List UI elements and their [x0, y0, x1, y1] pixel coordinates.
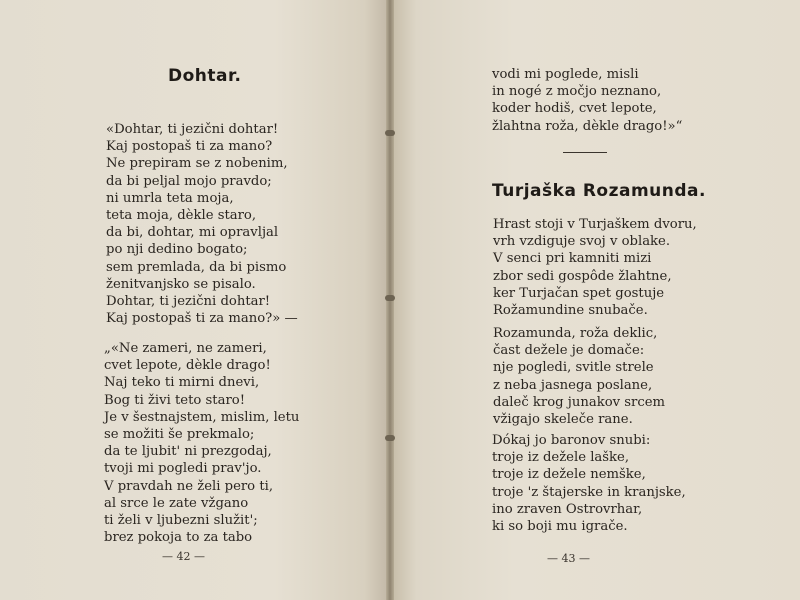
binding-stitch: [385, 130, 395, 136]
verse-line: „«Ne zameri, ne zameri,: [104, 341, 267, 356]
verse-line: Bog ti živi teto staro!: [104, 392, 246, 408]
verse-line: Je v šestnajstem, mislim, letu: [104, 409, 300, 425]
verse-line: ker Turjačan spet gostuje: [493, 285, 665, 301]
verse-line: Dókaj jo baronov snubi:: [492, 433, 651, 448]
verse-line: Rožamundine snubače.: [493, 303, 648, 319]
stanza-3: [492, 432, 686, 535]
verse-line: Rozamunda, roža deklic,: [493, 326, 658, 341]
verse-line: Kaj postopaš ti za mano?: [106, 139, 273, 155]
left-page: [0, 0, 392, 600]
right-page: [392, 0, 800, 600]
verse-line: sem premlada, da bi pismo: [106, 259, 287, 275]
verse-line: ženitvanjsko se pisalo.: [106, 276, 256, 292]
verse-line: al srce le zate vžgano: [104, 495, 249, 511]
verse-line: Naj teko ti mirni dnevi,: [104, 375, 260, 391]
verse-line: zbor sedi gospôde žlahtne,: [493, 268, 672, 284]
verse-line: Hrast stoji v Turjaškem dvoru,: [493, 217, 697, 232]
verse-line: troje iz dežele nemške,: [492, 467, 646, 483]
verse-line: troje 'z štajerske in kranjske,: [492, 484, 686, 500]
verse-line: da te ljubit' ni prezgodaj,: [104, 444, 272, 460]
stanza-2: [493, 325, 665, 428]
verse-line: brez pokoja to za tabo: [104, 530, 253, 546]
verse-line: daleč krog junakov srcem: [493, 394, 666, 410]
verse-line: vodi mi poglede, misli: [492, 67, 639, 82]
continuation-stanza: [492, 66, 682, 135]
verse-line: koder hodiš, cvet lepote,: [492, 101, 657, 117]
verse-line: tvoji mi pogledi prav'jo.: [104, 461, 262, 477]
page-number-left: — 42 —: [162, 550, 205, 563]
verse-line: žlahtna roža, dèkle drago!»“: [492, 118, 683, 134]
verse-line: da bi, dohtar, mi opravljal: [106, 225, 279, 241]
verse-line: teta moja, dèkle staro,: [106, 208, 257, 224]
poem-title-dohtar: Dohtar.: [168, 66, 242, 86]
verse-line: se možiti še prekmalo;: [104, 427, 255, 443]
binding-stitch: [385, 435, 395, 441]
page-number-right: — 43 —: [547, 552, 590, 565]
verse-line: ki so boji mu igrače.: [492, 519, 628, 535]
verse-line: V senci pri kamniti mizi: [493, 251, 652, 267]
verse-line: nje pogledi, svitle strele: [493, 360, 654, 376]
stanza-1: [106, 121, 298, 327]
verse-line: cvet lepote, dèkle drago!: [104, 358, 271, 374]
poem-title-rozamunda: Turjaška Rozamunda.: [492, 181, 706, 201]
stanza-2: [104, 340, 299, 546]
verse-line: vžigajo skeleče rane.: [493, 412, 633, 428]
verse-line: z neba jasnega poslane,: [493, 377, 653, 393]
verse-line: po nji dedino bogato;: [106, 242, 248, 258]
verse-line: čast dežele je domače:: [493, 343, 645, 359]
verse-line: in nogé z močjo neznano,: [492, 84, 662, 100]
section-divider: [563, 152, 607, 153]
verse-line: ti želi v ljubezni služit';: [104, 513, 258, 529]
verse-line: troje iz dežele laške,: [492, 450, 630, 466]
verse-line: ni umrla teta moja,: [106, 190, 234, 206]
binding-stitch: [385, 295, 395, 301]
verse-line: Ne prepiram se z nobenim,: [106, 156, 288, 172]
verse-line: «Dohtar, ti jezični dohtar!: [106, 122, 279, 137]
verse-line: V pravdah ne želi pero ti,: [104, 478, 274, 494]
verse-line: Dohtar, ti jezični dohtar!: [106, 294, 271, 310]
verse-line: vrh vzdiguje svoj v oblake.: [493, 234, 671, 250]
verse-line: Kaj postopaš ti za mano?» —: [106, 311, 298, 327]
verse-line: da bi peljal mojo pravdo;: [106, 173, 272, 189]
stanza-1: [493, 216, 697, 319]
verse-line: ino zraven Ostrovrhar,: [492, 501, 643, 517]
